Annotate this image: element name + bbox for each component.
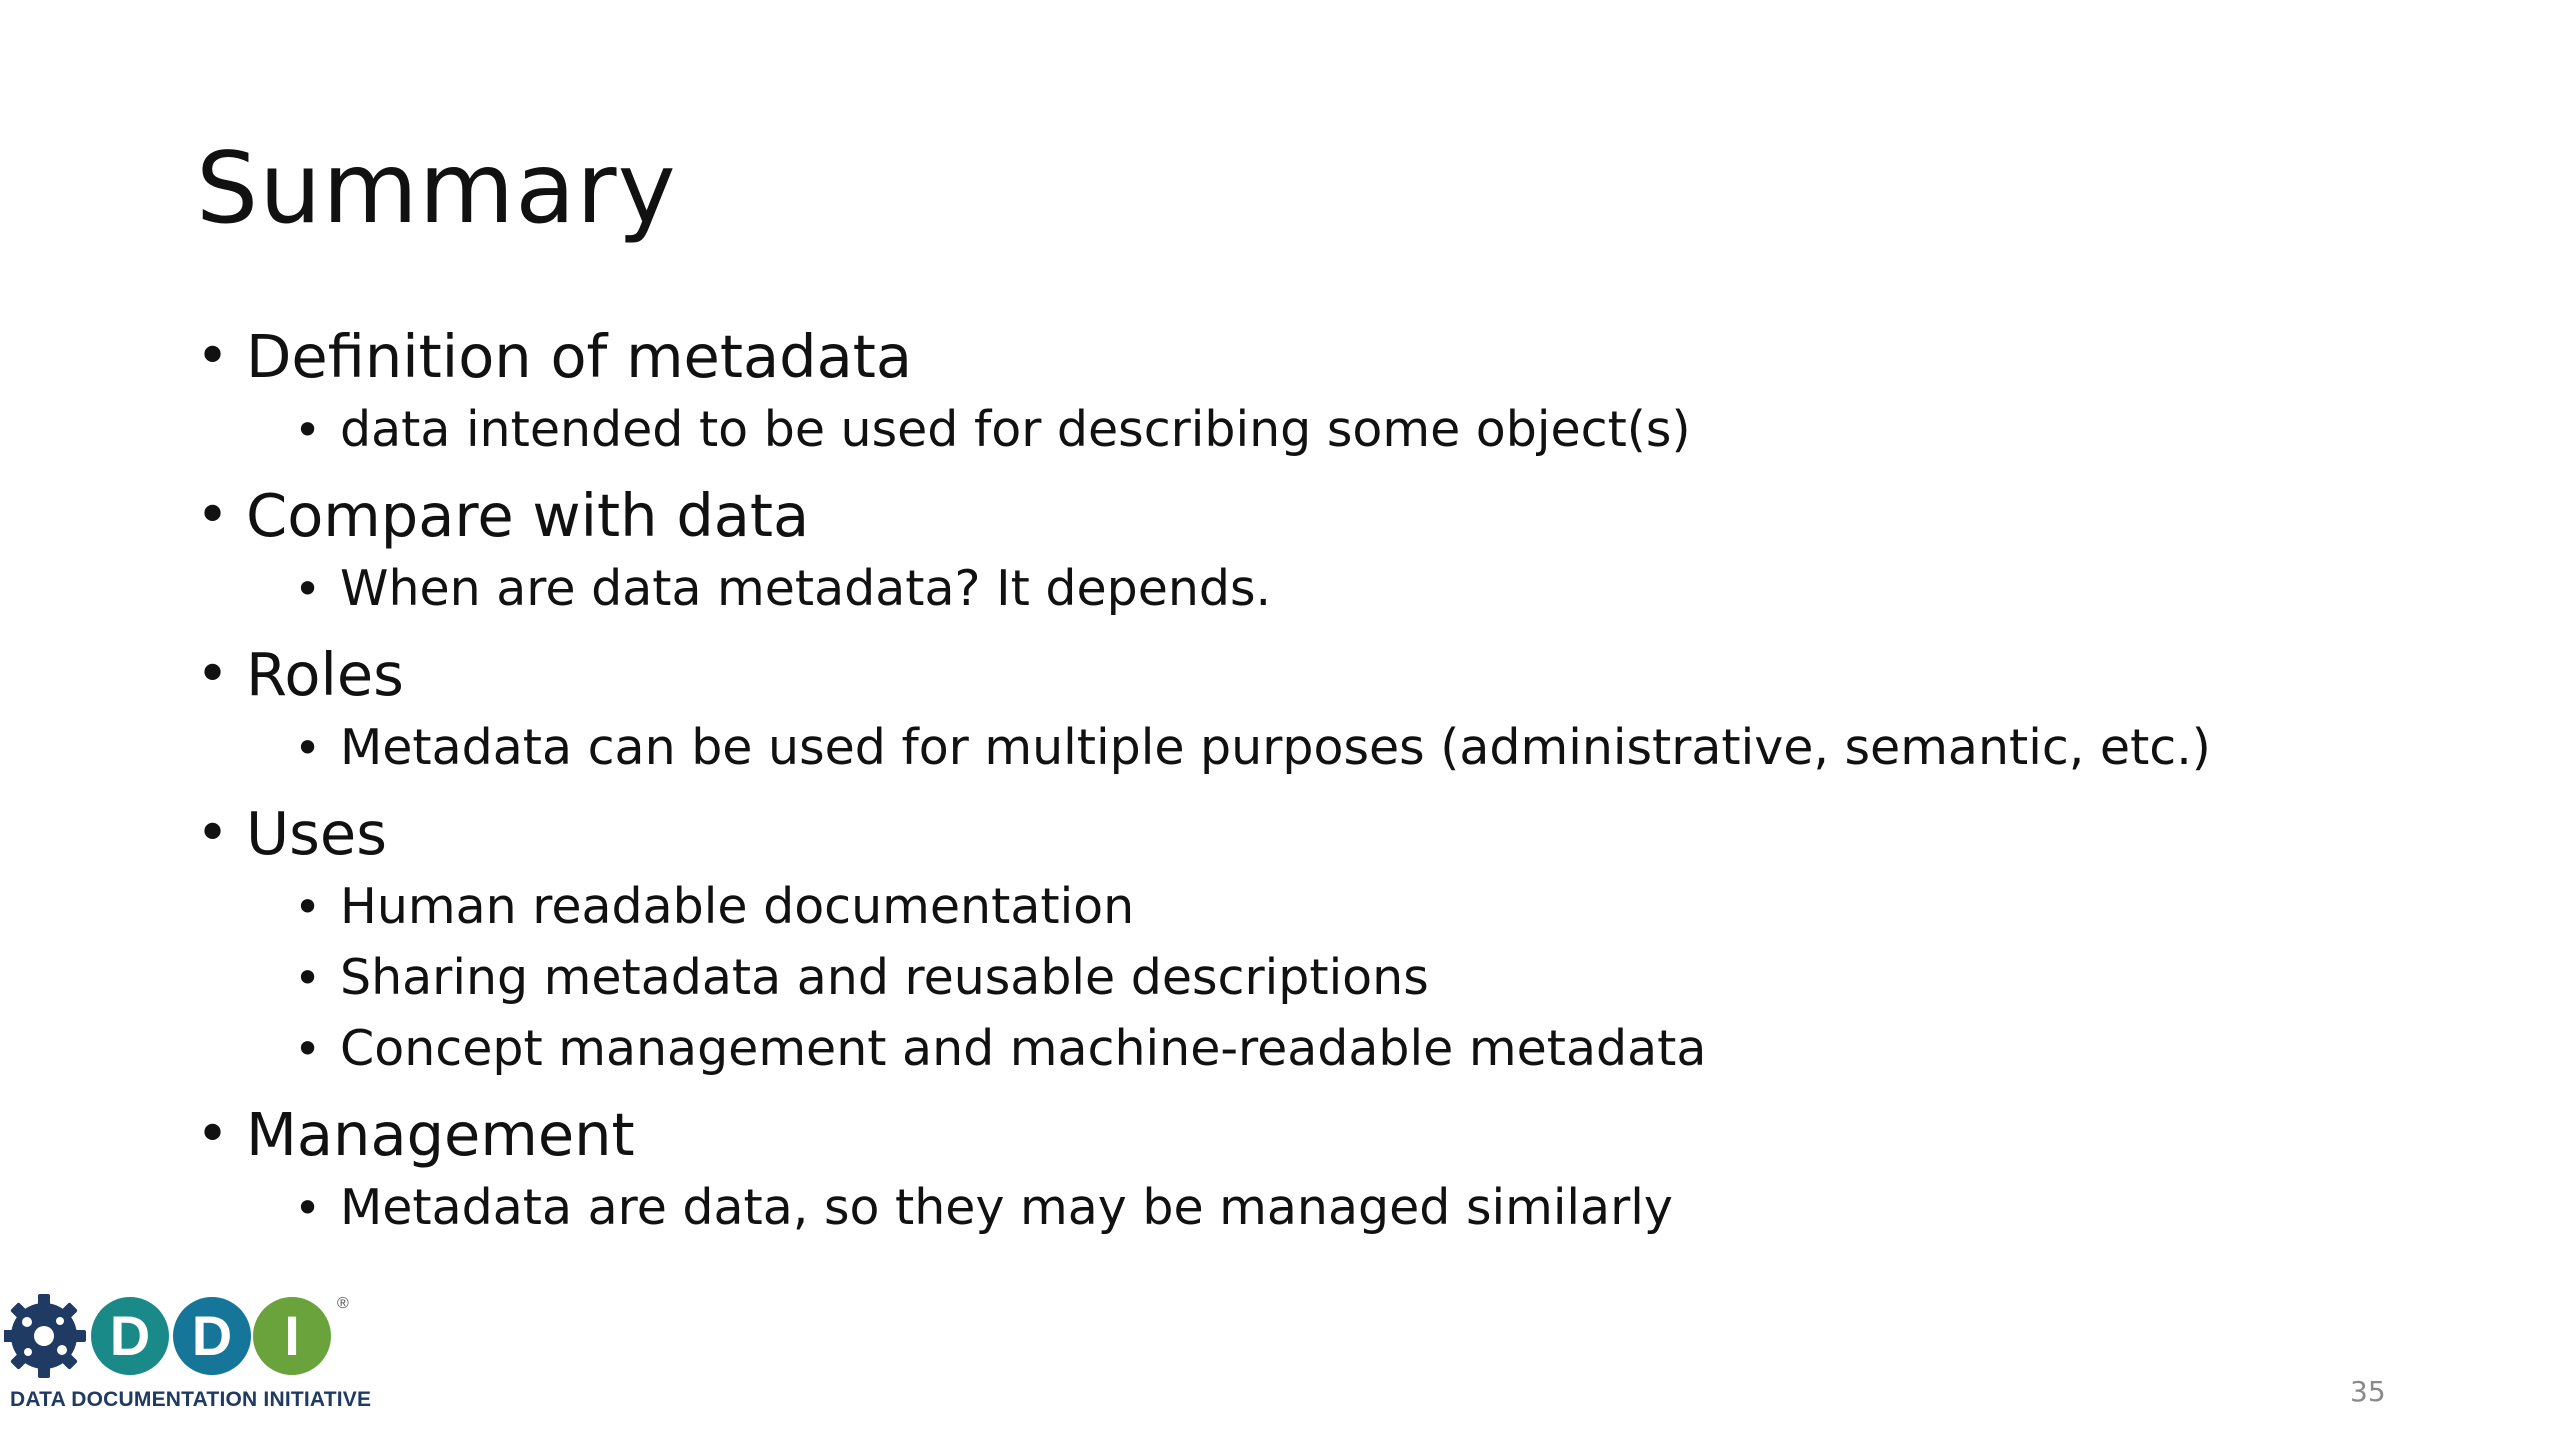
sub-bullet-glyph: •: [294, 1021, 322, 1076]
bullet-section: [196, 795, 2446, 1084]
sub-bullet-item: [196, 942, 2446, 1013]
bullet-glyph: •: [196, 323, 230, 389]
logo-circle-i: [253, 1297, 331, 1375]
bullet-section: [196, 477, 2446, 624]
bullet-label: Compare with data: [246, 480, 810, 550]
sub-bullet-item: [196, 394, 2446, 465]
bullet-item: [196, 477, 2446, 553]
sub-bullet-text: Metadata can be used for multiple purposes (administrative, semantic, etc.): [340, 719, 2211, 776]
sub-bullet-item: [196, 871, 2446, 942]
sub-bullet-list: [196, 553, 2446, 624]
sub-bullet-text: Metadata are data, so they may be managed similarly: [340, 1179, 1673, 1236]
logo-letter: I: [284, 1304, 300, 1367]
bullet-label: Management: [246, 1099, 635, 1169]
logo-circle-d1: [91, 1297, 169, 1375]
bullet-list: [196, 318, 2446, 1255]
bullet-glyph: •: [196, 1101, 230, 1167]
slide-title: Summary: [196, 132, 677, 246]
bullet-label: Definition of metadata: [246, 321, 913, 391]
sub-bullet-text: Concept management and machine-readable metadata: [340, 1020, 1707, 1077]
sub-bullet-item: [196, 1172, 2446, 1243]
bullet-glyph: •: [196, 482, 230, 548]
sub-bullet-text: data intended to be used for describing some object(s): [340, 401, 1691, 458]
sub-bullet-list: [196, 871, 2446, 1084]
sub-bullet-list: [196, 1172, 2446, 1243]
sub-bullet-item: [196, 1013, 2446, 1084]
ddi-logo: [4, 1288, 372, 1418]
sub-bullet-glyph: •: [294, 720, 322, 775]
bullet-item: [196, 318, 2446, 394]
bullet-item: [196, 1096, 2446, 1172]
bullet-item: [196, 795, 2446, 871]
sub-bullet-text: When are data metadata? It depends.: [340, 560, 1272, 617]
bullet-label: Uses: [246, 798, 387, 868]
sub-bullet-glyph: •: [294, 950, 322, 1005]
sub-bullet-text: Sharing metadata and reusable descriptions: [340, 949, 1429, 1006]
sub-bullet-list: [196, 712, 2446, 783]
logo-circle-d2: [173, 1297, 251, 1375]
sub-bullet-item: [196, 712, 2446, 783]
logo-letter: D: [109, 1304, 151, 1367]
bullet-glyph: •: [196, 641, 230, 707]
bullet-label: Roles: [246, 639, 404, 709]
sub-bullet-glyph: •: [294, 561, 322, 616]
page-number: 35: [2350, 1375, 2386, 1408]
sub-bullet-text: Human readable documentation: [340, 878, 1135, 935]
gear-icon: [4, 1294, 86, 1378]
logo-letter: D: [191, 1304, 233, 1367]
bullet-section: [196, 318, 2446, 465]
bullet-section: [196, 636, 2446, 783]
registered-mark: ®: [337, 1295, 349, 1312]
sub-bullet-glyph: •: [294, 1180, 322, 1235]
bullet-glyph: •: [196, 800, 230, 866]
ddi-logo-graphic: [4, 1288, 349, 1388]
bullet-section: [196, 1096, 2446, 1243]
logo-caption: DATA DOCUMENTATION INITIATIVE: [10, 1388, 372, 1411]
bullet-item: [196, 636, 2446, 712]
sub-bullet-item: [196, 553, 2446, 624]
sub-bullet-glyph: •: [294, 402, 322, 457]
sub-bullet-glyph: •: [294, 879, 322, 934]
sub-bullet-list: [196, 394, 2446, 465]
